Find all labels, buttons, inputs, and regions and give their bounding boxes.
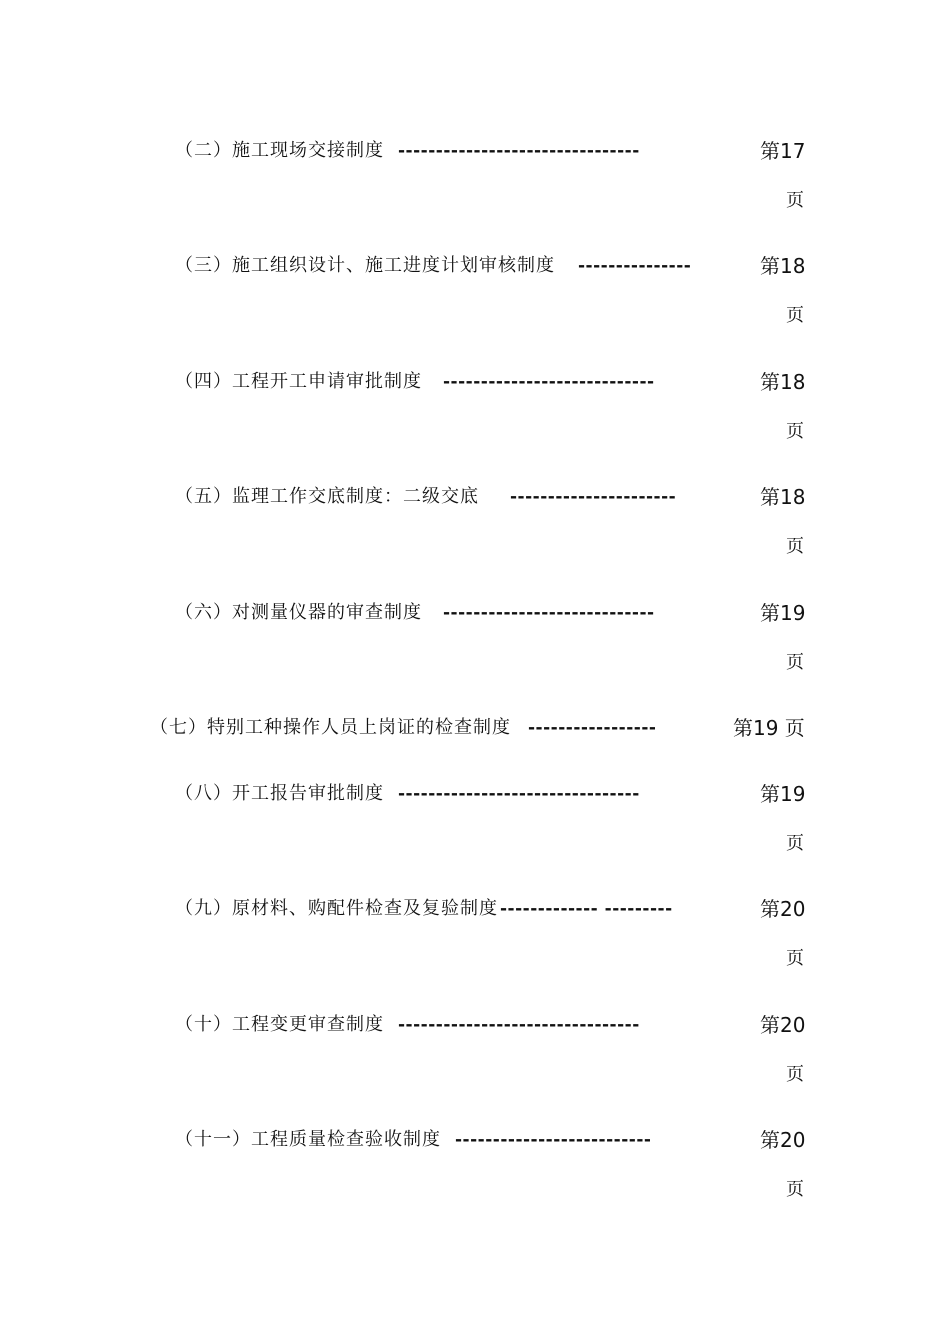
- toc-entry-label: （八）开工报告审批制度: [175, 783, 384, 804]
- toc-page-suffix: 页: [786, 190, 804, 211]
- toc-leader-dots: ----------------------------: [443, 372, 655, 392]
- toc-entry-9: [0, 894, 950, 924]
- toc-page-number: 第19 页: [733, 716, 805, 740]
- toc-entry-11: [0, 1125, 950, 1155]
- toc-leader-dots: --------------------------------: [398, 1015, 640, 1035]
- toc-entry-4-tail: [0, 417, 950, 447]
- toc-entry-5: [0, 482, 950, 512]
- toc-entry-5-tail: [0, 532, 950, 562]
- toc-page-suffix: 页: [786, 1179, 804, 1200]
- toc-leader-dots: --------------------------------: [398, 784, 640, 804]
- toc-leader-dots: --------------------------: [455, 1130, 652, 1150]
- toc-page-number: 第19: [760, 601, 806, 625]
- toc-entry-8-tail: [0, 829, 950, 859]
- toc-leader-dots: ----------------------------: [443, 603, 655, 623]
- toc-leader-dots: -----------------: [528, 718, 657, 738]
- toc-page-number: 第19: [760, 782, 806, 806]
- toc-leader-dots: --------------------------------: [398, 141, 640, 161]
- toc-leader-dots: ----------------------: [510, 487, 677, 507]
- toc-page-suffix: 页: [786, 652, 804, 673]
- toc-page-number: 第20: [760, 1128, 806, 1152]
- toc-page-suffix: 页: [786, 305, 804, 326]
- toc-page-suffix: 页: [786, 536, 804, 557]
- toc-entry-2-tail: [0, 186, 950, 216]
- toc-entry-label: （九）原材料、购配件检查及复验制度: [175, 898, 498, 919]
- toc-page-number: 第17: [760, 139, 806, 163]
- toc-entry-9-tail: [0, 944, 950, 974]
- toc-entry-label: （二）施工现场交接制度: [175, 140, 384, 161]
- toc-entry-2: [0, 136, 950, 166]
- toc-page-number: 第18: [760, 254, 806, 278]
- toc-entry-label: （四）工程开工申请审批制度: [175, 371, 422, 392]
- toc-entry-label: （十）工程变更审查制度: [175, 1014, 384, 1035]
- toc-entry-7: [0, 713, 950, 743]
- toc-entry-8: [0, 779, 950, 809]
- toc-page-suffix: 页: [786, 421, 804, 442]
- toc-page-number: 第20: [760, 1013, 806, 1037]
- toc-entry-label: （七）特别工种操作人员上岗证的检查制度: [150, 717, 511, 738]
- toc-entry-10-tail: [0, 1060, 950, 1090]
- toc-page-number: 第18: [760, 485, 806, 509]
- toc-leader-dots: ------------- ---------: [500, 899, 673, 919]
- toc-entry-label: （三）施工组织设计、施工进度计划审核制度: [175, 255, 555, 276]
- toc-leader-dots: ---------------: [578, 256, 692, 276]
- toc-entry-10: [0, 1010, 950, 1040]
- toc-page-number: 第20: [760, 897, 806, 921]
- toc-page-suffix: 页: [786, 948, 804, 969]
- toc-entry-label: （五）监理工作交底制度：二级交底: [175, 486, 479, 507]
- toc-entry-4: [0, 367, 950, 397]
- toc-entry-6: [0, 598, 950, 628]
- toc-entry-11-tail: [0, 1175, 950, 1205]
- toc-entry-label: （十一）工程质量检查验收制度: [175, 1129, 441, 1150]
- toc-entry-3: [0, 251, 950, 281]
- toc-entry-3-tail: [0, 301, 950, 331]
- toc-entry-6-tail: [0, 648, 950, 678]
- toc-page-suffix: 页: [786, 833, 804, 854]
- toc-page-number: 第18: [760, 370, 806, 394]
- toc-page-suffix: 页: [786, 1064, 804, 1085]
- toc-entry-label: （六）对测量仪器的审查制度: [175, 602, 422, 623]
